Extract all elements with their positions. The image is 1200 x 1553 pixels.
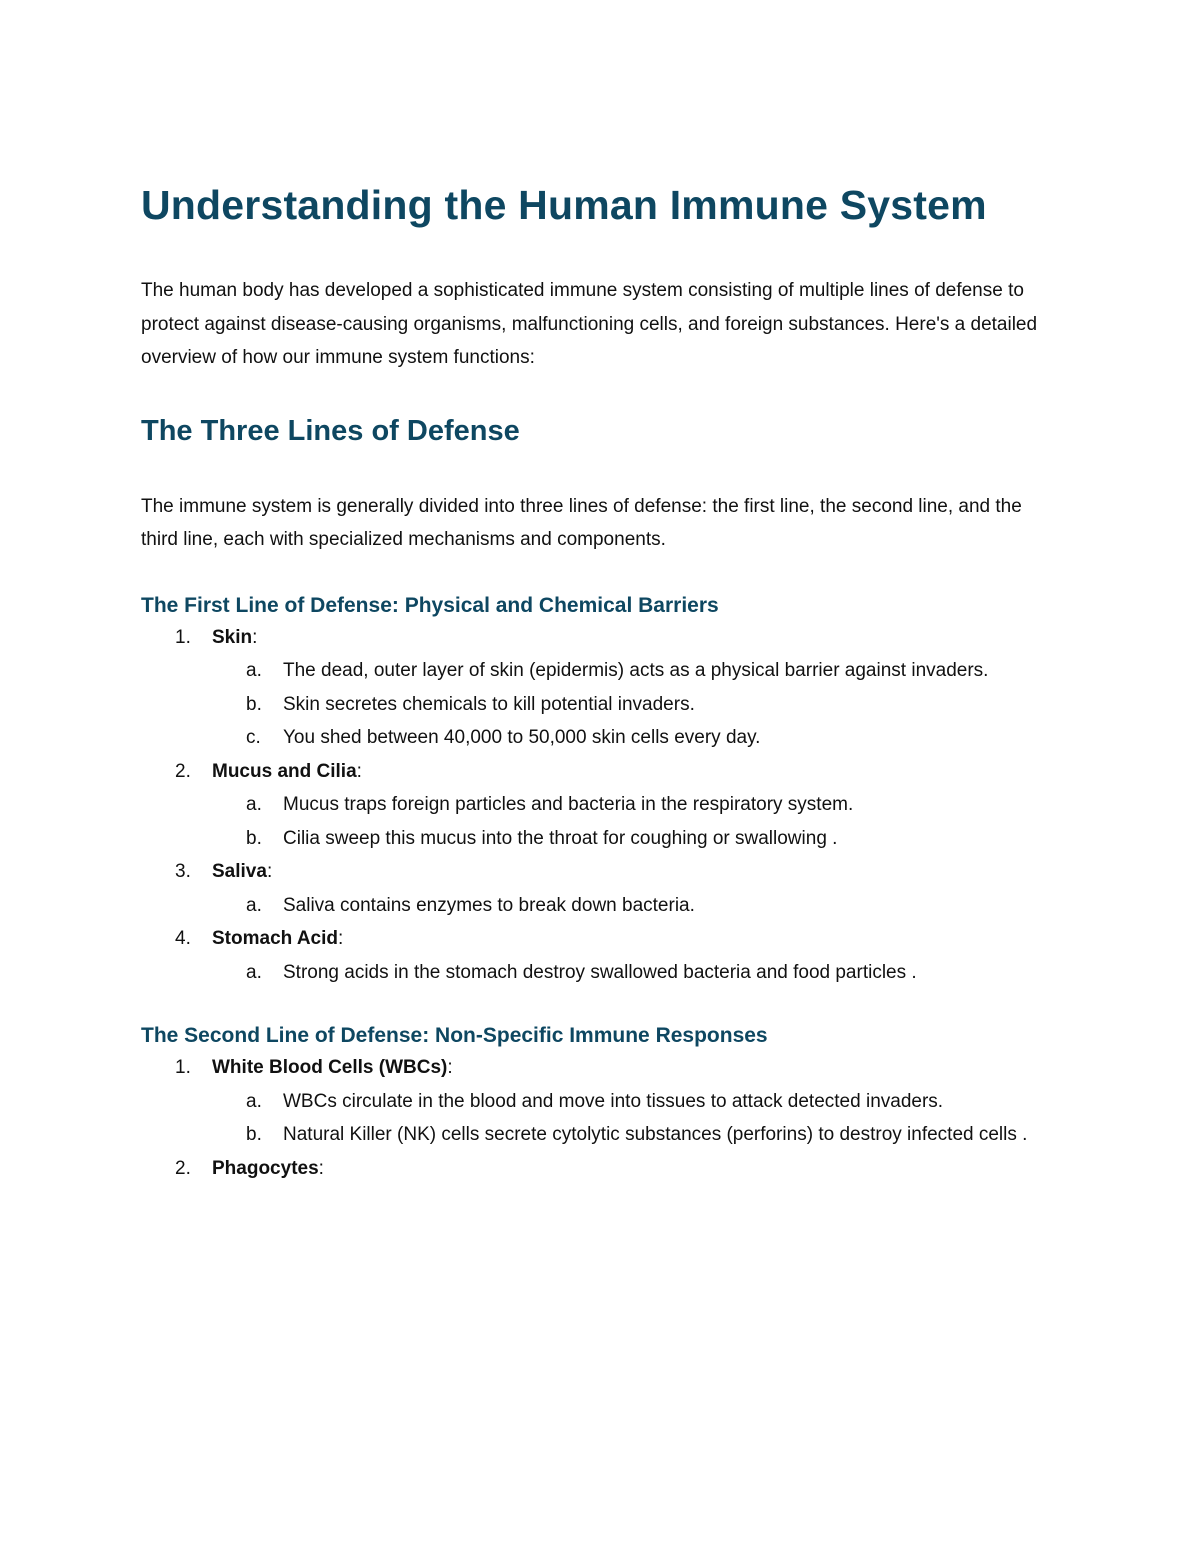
sub-text: Cilia sweep this mucus into the throat for coughing or swallowing . xyxy=(283,827,838,849)
list-term-suffix: : xyxy=(356,760,362,782)
sub-text: WBCs circulate in the blood and move into tissues to attack detected invaders. xyxy=(283,1090,944,1112)
first-line-heading: The First Line of Defense: Physical and Chemical Barriers xyxy=(141,593,719,617)
sub-letter: a. xyxy=(246,894,262,916)
sub-list xyxy=(212,889,1041,923)
first-line-list xyxy=(141,621,1041,990)
sub-text: Natural Killer (NK) cells secrete cytolytic substances (perforins) to destroy infected cells . xyxy=(283,1124,1028,1145)
list-item xyxy=(141,621,1041,755)
sub-list-item xyxy=(212,1118,1041,1152)
sub-text: The dead, outer layer of skin (epidermis) acts as a physical barrier against invaders. xyxy=(283,660,989,681)
sub-letter: a. xyxy=(246,794,262,815)
list-term-suffix: : xyxy=(318,1157,324,1179)
sub-letter: b. xyxy=(246,827,262,849)
section-paragraph: The immune system is generally divided into three lines of defense: the first line, the second line, and the third line, each with specialized mechanisms and components. xyxy=(141,495,1022,550)
second-line-heading: The Second Line of Defense: Non-Specific Immune Responses xyxy=(141,1024,768,1047)
list-item xyxy=(141,755,1041,856)
list-term: Stomach Acid xyxy=(212,928,338,949)
sub-list-item xyxy=(212,822,1041,856)
sub-letter: c. xyxy=(246,727,261,748)
list-term-suffix: : xyxy=(266,861,273,882)
sub-list xyxy=(212,956,1041,990)
sub-letter: a. xyxy=(246,961,262,983)
list-item xyxy=(141,1152,1041,1186)
sub-list-item xyxy=(212,956,1041,990)
sub-text: Mucus traps foreign particles and bacteria in the respiratory system. xyxy=(283,794,854,815)
sub-letter: b. xyxy=(246,1124,262,1145)
sub-list-item xyxy=(212,788,1041,822)
second-line-list xyxy=(141,1051,1041,1185)
sub-list xyxy=(212,788,1041,855)
list-number: 3. xyxy=(175,861,191,882)
list-term: White Blood Cells (WBCs) xyxy=(212,1057,448,1078)
list-term-suffix: : xyxy=(252,626,258,648)
sub-list-item xyxy=(212,1085,1041,1119)
list-term: Saliva xyxy=(212,861,267,882)
sub-list-item xyxy=(212,889,1041,923)
sub-list-item xyxy=(212,654,1041,688)
sub-list-item xyxy=(212,688,1041,722)
list-term: Mucus and Cilia xyxy=(212,760,357,782)
list-number: 1. xyxy=(175,1057,191,1078)
list-term: Phagocytes xyxy=(212,1157,319,1179)
sub-text: Saliva contains enzymes to break down bacteria. xyxy=(283,894,695,916)
sub-list-item xyxy=(212,721,1041,755)
sub-letter: b. xyxy=(246,693,262,715)
sub-text: You shed between 40,000 to 50,000 skin cells every day. xyxy=(283,727,761,748)
list-term-suffix: : xyxy=(338,928,344,949)
list-item xyxy=(141,922,1041,989)
sub-text: Strong acids in the stomach destroy swallowed bacteria and food particles . xyxy=(283,961,917,983)
sub-letter: a. xyxy=(246,1090,262,1112)
list-term: Skin xyxy=(212,626,253,648)
list-number: 4. xyxy=(175,928,191,949)
intro-paragraph: The human body has developed a sophisticated immune system consisting of multiple lines of defense to protect against disease-causing organisms, malfunctioning cells, and foreign substances. Here's a detailed overview of how our immune system functions: xyxy=(141,280,1038,368)
document-content xyxy=(141,172,1041,1185)
document-title: Understanding the Human Immune System xyxy=(141,182,987,228)
sub-text: Skin secretes chemicals to kill potential invaders. xyxy=(283,693,695,715)
sub-list xyxy=(212,654,1041,755)
sub-list xyxy=(212,1085,1041,1152)
sub-letter: a. xyxy=(246,660,262,681)
list-number: 1. xyxy=(175,626,191,648)
section-heading: The Three Lines of Defense xyxy=(141,414,520,447)
list-number: 2. xyxy=(175,1157,191,1179)
list-item xyxy=(141,1051,1041,1152)
list-term-suffix: : xyxy=(447,1057,453,1078)
list-number: 2. xyxy=(175,760,191,782)
list-item xyxy=(141,855,1041,922)
